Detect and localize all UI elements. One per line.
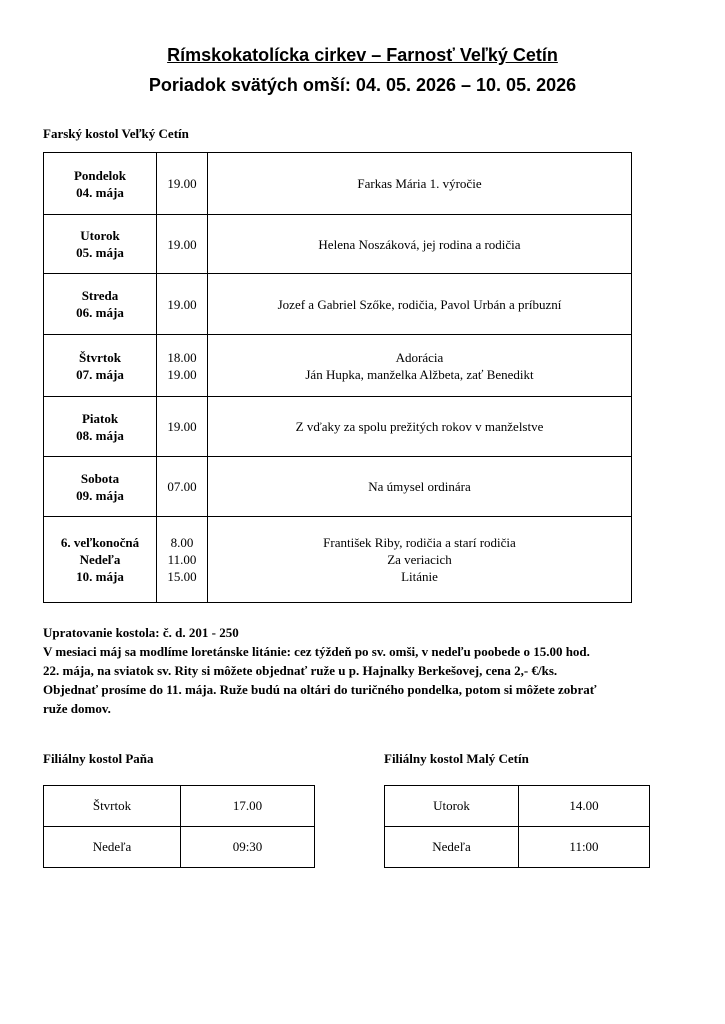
intention-cell: Jozef a Gabriel Szőke, rodičia, Pavol Urbán a príbuzní xyxy=(208,274,632,335)
page-subtitle: Poriadok svätých omší: 04. 05. 2026 – 10. 05. 2026 xyxy=(148,75,577,95)
table-row xyxy=(44,153,632,215)
intention-cell: Na úmysel ordinára xyxy=(208,457,632,517)
table-row xyxy=(44,335,632,397)
time-cell: 18.00 19.00 xyxy=(157,335,208,397)
intention-cell: Z vďaky za spolu prežitých rokov v manželstve xyxy=(208,397,632,457)
time-cell: 09:30 xyxy=(181,827,315,868)
day-cell: Utorok 05. mája xyxy=(44,215,157,274)
pana-church-label: Filiálny kostol Paňa xyxy=(43,751,154,766)
announcement-line: Objednať prosíme do 11. mája. Ruže budú na oltári do turičného pondelka, potom si môžete zobrať xyxy=(43,682,597,697)
day-cell: Pondelok 04. mája xyxy=(44,153,157,215)
intention-cell: Farkas Mária 1. výročie xyxy=(208,153,632,215)
maly-cetin-church-label: Filiálny kostol Malý Cetín xyxy=(384,751,529,766)
maly-cetin-schedule-table xyxy=(384,785,650,868)
day-cell: Utorok xyxy=(385,786,519,827)
announcement-line: 22. mája, na sviatok sv. Rity si môžete objednať ruže u p. Hajnalky Berkešovej, cena 2,- €/ks. xyxy=(43,663,558,678)
time-cell: 19.00 xyxy=(157,397,208,457)
table-row xyxy=(44,517,632,603)
time-cell: 8.00 11.00 15.00 xyxy=(157,517,208,603)
time-cell: 11:00 xyxy=(519,827,650,868)
pana-schedule-table xyxy=(43,785,315,868)
day-cell: Sobota 09. mája xyxy=(44,457,157,517)
time-cell: 07.00 xyxy=(157,457,208,517)
announcement-line: Upratovanie kostola: č. d. 201 - 250 xyxy=(43,625,239,640)
day-cell: Piatok 08. mája xyxy=(44,397,157,457)
day-cell: Nedeľa xyxy=(385,827,519,868)
day-cell: 6. veľkonočná Nedeľa 10. mája xyxy=(44,517,157,603)
time-cell: 19.00 xyxy=(157,153,208,215)
intention-cell: Helena Noszáková, jej rodina a rodičia xyxy=(208,215,632,274)
announcements xyxy=(43,623,683,718)
time-cell: 19.00 xyxy=(157,274,208,335)
announcement-line: ruže domov. xyxy=(43,701,111,716)
announcement-line: V mesiaci máj sa modlíme loretánske litánie: cez týždeň po sv. omši, v nedeľu poobede o 15.00 hod. xyxy=(43,644,590,659)
table-row xyxy=(44,786,315,827)
intention-cell: František Riby, rodičia a starí rodičia Za veriacich Litánie xyxy=(208,517,632,603)
day-cell: Štvrtok xyxy=(44,786,181,827)
main-church-label: Farský kostol Veľký Cetín xyxy=(43,126,189,141)
intention-cell: Adorácia Ján Hupka, manželka Alžbeta, zať Benedikt xyxy=(208,335,632,397)
table-row xyxy=(44,274,632,335)
time-cell: 14.00 xyxy=(519,786,650,827)
table-row xyxy=(44,397,632,457)
mass-schedule-table xyxy=(43,152,632,603)
day-cell: Štvrtok 07. mája xyxy=(44,335,157,397)
table-row xyxy=(44,215,632,274)
table-row xyxy=(44,827,315,868)
table-row xyxy=(385,827,650,868)
day-cell: Streda 06. mája xyxy=(44,274,157,335)
page-title: Rímskokatolícka cirkev – Farnosť Veľký Cetín xyxy=(167,45,558,65)
table-row xyxy=(44,457,632,517)
time-cell: 19.00 xyxy=(157,215,208,274)
table-row xyxy=(385,786,650,827)
day-cell: Nedeľa xyxy=(44,827,181,868)
time-cell: 17.00 xyxy=(181,786,315,827)
